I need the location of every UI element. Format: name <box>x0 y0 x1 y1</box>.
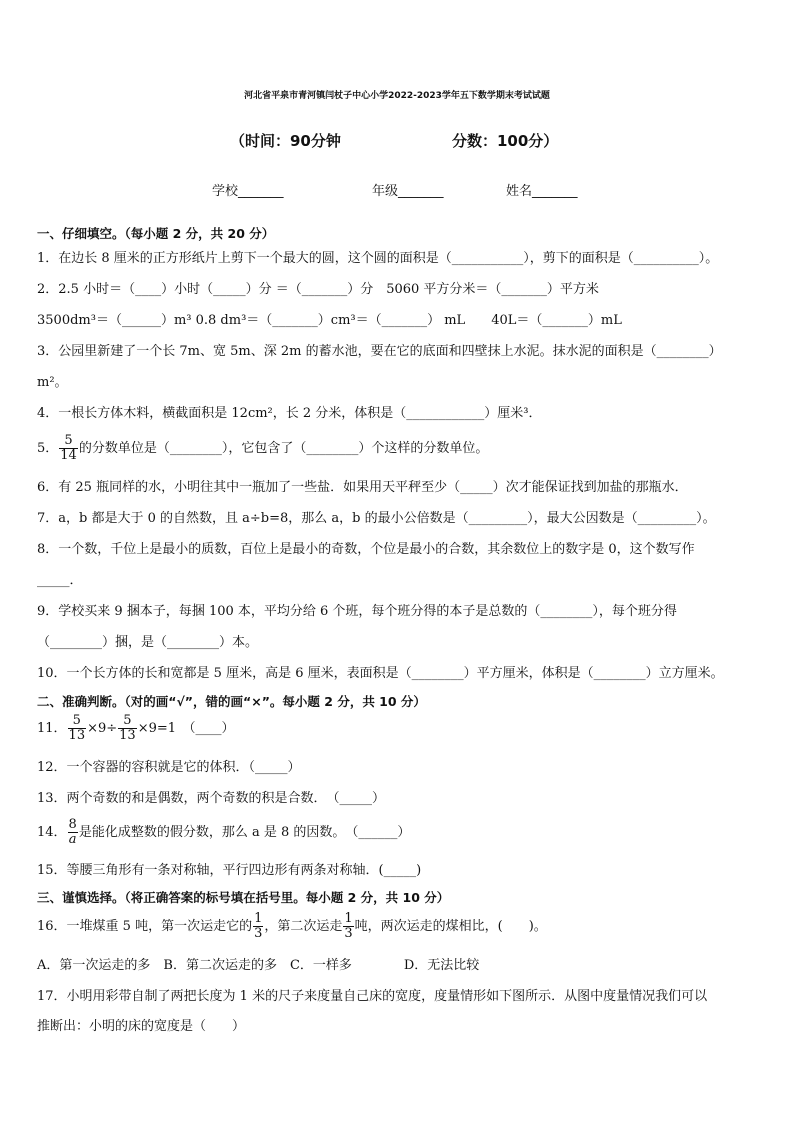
question-2-line-2: 3500dm³＝（______）m³ 0.8 dm³＝（_______）cm³＝（_______） mL 40L＝（_______）mL <box>37 313 622 328</box>
fraction-numerator: 5 <box>68 714 87 729</box>
school-field[interactable]: 学校_______ <box>212 184 284 199</box>
question-13: 13．两个奇数的和是偶数，两个奇数的积是合数． （_____） <box>37 791 386 806</box>
fraction-5-13-a <box>68 714 87 743</box>
question-3-line-1: 3．公园里新建了一个长 7m、宽 5m、深 2m 的蓄水池，要在它的底面和四壁抹上水泥。抹水泥的面积是（________） <box>37 344 722 359</box>
fraction-1-3-a <box>253 912 263 941</box>
fraction-numerator: 5 <box>118 714 137 729</box>
question-14-number: 14． <box>37 825 67 840</box>
question-5-text: 的分数单位是（________），它包含了（________）个这样的分数单位。 <box>78 441 489 456</box>
fraction-5-14 <box>59 434 78 463</box>
question-7: 7．a，b 都是大于 0 的自然数，且 a÷b=8，那么 a，b 的最小公倍数是（_________），最大公因数是（_________）。 <box>37 511 716 526</box>
question-15: 15．等腰三角形有一条对称轴，平行四边形有两条对称轴．(_____) <box>37 863 422 878</box>
exam-score: 分数：100分） <box>452 132 559 150</box>
question-11-text: ×9=1 （____） <box>137 721 235 736</box>
fraction-denominator: 13 <box>68 728 86 743</box>
question-8-line-2: _____． <box>37 573 83 588</box>
question-5-number: 5． <box>37 441 59 456</box>
fraction-numerator: 8 <box>68 817 77 832</box>
fraction-5-13-b <box>118 714 137 743</box>
question-9-line-1: 9．学校买来 9 捆本子，每捆 100 本，平均分给 6 个班，每个班分得的本子是总数的（________），每个班分得 <box>37 604 677 619</box>
question-11-operator: ×9÷ <box>87 721 118 736</box>
exam-time: （时间：90分钟 <box>230 132 341 150</box>
question-17-line-2: 推断出：小明的床的宽度是（ ） <box>37 1019 246 1034</box>
question-11-number: 11． <box>37 721 67 736</box>
question-16-text-2: ，第二次运走 <box>264 919 343 934</box>
question-6: 6．有 25 瓶同样的水，小明往其中一瓶加了一些盐．如果用天平秤至少（_____）次才能保证找到加盐的那瓶水． <box>37 480 688 495</box>
question-1: 1．在边长 8 厘米的正方形纸片上剪下一个最大的圆，这个圆的面积是（___________），剪下的面积是（__________）。 <box>37 251 719 266</box>
question-12: 12．一个容器的容积就是它的体积．（_____） <box>37 760 301 775</box>
question-17-line-1: 17．小明用彩带自制了两把长度为 1 米的尺子来度量自己床的宽度，度量情形如下图所示．从图中度量情况我们可以 <box>37 989 708 1004</box>
question-11 <box>37 714 235 743</box>
grade-field[interactable]: 年级_______ <box>372 184 444 199</box>
section-2-heading: 二、准确判断。（对的画“√”，错的画“×”。每小题 2 分，共 10 分） <box>37 694 426 709</box>
question-5 <box>37 434 488 463</box>
question-10: 10．一个长方体的长和宽都是 5 厘米，高是 6 厘米，表面积是（________）平方厘米，体积是（________）立方厘米。 <box>37 666 724 681</box>
fraction-denominator: 3 <box>344 926 353 941</box>
fraction-denominator: a <box>68 832 77 847</box>
question-16-text-1: 16．一堆煤重 5 吨，第一次运走它的 <box>37 919 253 934</box>
fraction-8-a <box>68 818 78 847</box>
question-16-options: A．第一次运走的多 B．第二次运走的多 C．一样多 D．无法比较 <box>37 958 480 973</box>
fraction-denominator: 13 <box>119 728 136 743</box>
question-14 <box>37 818 410 847</box>
section-3-heading: 三、谨慎选择。（将正确答案的标号填在括号里。每小题 2 分，共 10 分） <box>37 890 450 905</box>
page-title: 河北省平泉市青河镇闫杖子中心小学2022-2023学年五下数学期末考试试题 <box>244 91 550 101</box>
name-field[interactable]: 姓名_______ <box>506 184 578 199</box>
fraction-numerator: 5 <box>59 434 78 449</box>
fraction-numerator: 1 <box>344 911 353 926</box>
question-2-line-1: 2．2.5 小时＝（____）小时（_____）分 ＝（_______）分 5060 平方分米＝（_______）平方米 <box>37 282 599 297</box>
question-16-text-3: 吨，两次运走的煤相比，( )。 <box>354 919 547 934</box>
fraction-1-3-b <box>343 912 353 941</box>
fraction-denominator: 3 <box>254 926 263 941</box>
section-1-heading: 一、仔细填空。（每小题 2 分，共 20 分） <box>37 226 275 241</box>
question-8-line-1: 8．一个数，千位上是最小的质数，百位上是最小的奇数，个位是最小的合数，其余数位上的数字是 0，这个数写作 <box>37 542 695 557</box>
fraction-denominator: 14 <box>60 448 77 463</box>
question-4: 4．一根长方体木料，横截面积是 12cm²，长 2 分米，体积是（____________）厘米³． <box>37 406 542 421</box>
fraction-numerator: 1 <box>254 911 263 926</box>
question-9-line-2: （________）捆，是（________）本。 <box>37 635 259 650</box>
question-14-text: 是能化成整数的假分数，那么 a 是 8 的因数。 （______） <box>78 825 411 840</box>
question-16 <box>37 912 547 941</box>
question-3-line-2: m²。 <box>37 375 68 390</box>
